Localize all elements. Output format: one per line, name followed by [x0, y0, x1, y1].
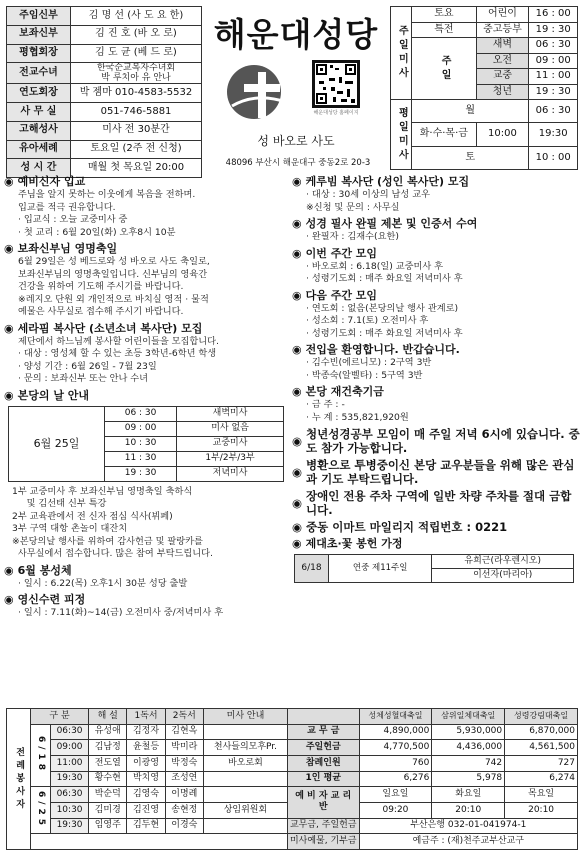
- notice-title-text: 중동 이마트 마일리지 적립번호 : 0221: [306, 520, 508, 534]
- finance-value: 6,870,000: [505, 724, 578, 740]
- finance-value: 6,276: [359, 771, 432, 787]
- schedule-date: 6월 25일: [9, 406, 105, 481]
- volunteer-cell: 06:30: [51, 724, 89, 740]
- notice-title-text: 영신수련 피정: [17, 593, 86, 606]
- notice-title: [292, 458, 580, 486]
- mass-day: 주일: [412, 38, 476, 100]
- right-notice: [292, 289, 580, 341]
- notice-line: · 양성 기간 : 6월 26일 - 7월 23일: [18, 360, 157, 372]
- flower-row: [295, 555, 574, 569]
- schedule-time: 11 : 30: [105, 451, 177, 466]
- finance-header: 삼위일체대축일: [432, 709, 505, 725]
- right-notice: [292, 520, 580, 534]
- notice-title-text: 본당의 날 안내: [17, 388, 90, 402]
- weekday-day: 화·수·목·금: [412, 123, 476, 146]
- parish-address: 48096 부산시 해운대구 중동2로 20-3: [225, 158, 371, 168]
- mass-time-label: 청년: [476, 84, 529, 100]
- notice-title: [4, 175, 288, 189]
- column-header: 해 설: [89, 709, 127, 725]
- finance-value: 4,890,000: [359, 724, 432, 740]
- qr-caption: 해운대성당 홈페이지: [313, 110, 359, 116]
- bullet-icon: ◉: [292, 496, 303, 510]
- staff-row: [7, 140, 202, 159]
- vespers-time: 09:20: [359, 802, 432, 818]
- staff-label: 성 시 간: [7, 159, 71, 178]
- staff-value-line: 박 루치아 유 안나: [101, 73, 171, 84]
- bullet-icon: ◉: [292, 385, 302, 398]
- bottom-row: [7, 771, 578, 787]
- right-column: [292, 172, 580, 706]
- mass-row: [391, 22, 578, 38]
- volunteer-cell: 김남정: [89, 740, 127, 756]
- left-notice: [4, 593, 288, 620]
- schedule-time: 10 : 30: [105, 436, 177, 451]
- notice-line: 보좌신부님의 영명축일입니다. 신부님의 영육간: [18, 268, 208, 280]
- mass-time: 19 : 30: [529, 22, 578, 38]
- mass-time-label: 교중: [476, 69, 529, 85]
- column-header: 구 분: [31, 709, 89, 725]
- staff-value: 김 도 균 (베 드 로): [71, 44, 202, 63]
- volunteer-section-label: 전례봉사자: [7, 709, 31, 850]
- notice-line: 입교를 적극 권유합니다.: [18, 201, 116, 213]
- column-header: 2독서: [165, 709, 203, 725]
- notice-line: · 김수빈(에르니모) : 2구역 3반: [306, 357, 432, 368]
- volunteer-cell: 박순덕: [89, 787, 127, 803]
- mass-time-label: 어린이: [476, 7, 529, 23]
- bottom-row: [7, 724, 578, 740]
- bullet-icon: ◉: [292, 520, 303, 534]
- mass-time: 16 : 00: [529, 7, 578, 23]
- weekday-time: 06 : 30: [529, 100, 578, 123]
- notice-title: [292, 343, 580, 357]
- flower-family: 유희근(라우렌시오): [432, 555, 574, 569]
- bullet-icon: ◉: [292, 246, 302, 260]
- weekday-time: 19:30: [529, 123, 578, 146]
- notice-title: [292, 427, 580, 455]
- volunteer-cell: 19:30: [51, 818, 89, 834]
- volunteer-cell: 10:30: [51, 802, 89, 818]
- staff-table: [6, 6, 202, 178]
- mass-day: 특전: [412, 22, 476, 38]
- notice-title: [4, 593, 288, 607]
- notice-title-text: 보좌신부님 영명축일: [17, 242, 118, 255]
- bottom-row: [7, 740, 578, 756]
- notice-line: 6월 29일은 성 베드로와 성 바오로 사도 축일로,: [18, 256, 210, 267]
- notice-line: · 일시 : 6.22(목) 오후1시 30분 성당 출발: [18, 577, 188, 589]
- staff-label: 유아세례: [7, 140, 71, 159]
- day-note-line: ※본당의날 행사를 위하여 감사헌금 및 팔랑카를: [12, 535, 203, 547]
- staff-label: 사 무 실: [7, 103, 71, 122]
- mass-row: [391, 38, 578, 54]
- notice-title-text: 다음 주간 모임: [305, 288, 378, 302]
- volunteer-cell: 윤철등: [127, 740, 165, 756]
- notice-title-text: 본당 재건축기금: [305, 385, 384, 398]
- right-notice: [292, 427, 580, 455]
- mass-time-label: 새벽: [476, 38, 529, 54]
- notice-line: · 대상 : 30세 이상의 남성 교우: [306, 189, 430, 200]
- weekday-day: 월: [412, 100, 529, 123]
- volunteer-cell: 이광영: [127, 755, 165, 771]
- notice-line: · 완필자 : 김재수(요한): [306, 231, 399, 242]
- bullet-icon: ◉: [292, 217, 302, 230]
- parish-day-schedule: [8, 406, 284, 482]
- mass-time: 19 : 30: [529, 84, 578, 100]
- staff-value: 미사 전 30분간: [71, 121, 202, 140]
- staff-row: [7, 84, 202, 103]
- day-note-line: 사무실에서 접수합니다. 많은 참여 부탁드립니다.: [12, 548, 213, 559]
- schedule-event: 미사 없음: [177, 421, 284, 436]
- date-label: 6/18: [31, 724, 51, 787]
- staff-value: 토요일 (2주 전 신청): [71, 140, 202, 159]
- bank-account: 부산은행 032-01-041974-1: [359, 818, 577, 834]
- notice-title-text: 예비신자 입교: [17, 175, 86, 188]
- mass-time: 06 : 30: [529, 38, 578, 54]
- day-note-line: 2부 교육관에서 전 신자 점심 식사(뷔페): [12, 510, 173, 522]
- bullet-icon: ◉: [4, 175, 14, 188]
- notice-line: · 첫 교리 : 6월 20일(화) 오후8시 10분: [18, 226, 176, 238]
- notice-line: ※신청 및 문의 : 사무실: [306, 201, 400, 213]
- finance-value: 6,274: [505, 771, 578, 787]
- liturgy-volunteer-table: [6, 708, 578, 850]
- staff-label: 전교수녀: [7, 63, 71, 84]
- mass-schedule: [390, 6, 578, 170]
- patron-saint: 성 바오로 사도: [257, 134, 335, 148]
- staff-value: 매월 첫 목요일 20:00: [71, 159, 202, 178]
- bullet-icon: ◉: [4, 321, 14, 335]
- right-notice: [292, 458, 580, 486]
- notice-title: [4, 564, 288, 578]
- mass-row: [391, 123, 578, 146]
- finance-header: 성령강림대축일: [505, 709, 578, 725]
- left-notice: [4, 242, 288, 319]
- bullet-icon: ◉: [4, 593, 14, 606]
- bullet-icon: ◉: [4, 388, 14, 402]
- vespers-day: 목요일: [505, 787, 578, 803]
- bank-holder: 예금주 : (재)천주교부산교구: [359, 834, 577, 850]
- schedule-event: 교중미사: [177, 436, 284, 451]
- notice-line: 제단에서 하느님께 봉사할 어린이들을 모집합니다.: [18, 335, 219, 347]
- finance-value: 5,978: [432, 771, 505, 787]
- parish-logo: [226, 62, 292, 122]
- notice-line: · 누 계 : 535,821,920원: [306, 411, 409, 423]
- bullet-icon: ◉: [292, 343, 302, 356]
- finance-header: 성체성혈대축일: [359, 709, 432, 725]
- finance-value: 760: [359, 755, 432, 771]
- notice-title-text: 장애인 전용 주차 구역에 일반 차량 주차를 절대 금합니다.: [306, 489, 572, 517]
- schedule-row: [9, 406, 284, 421]
- vespers-day: 화요일: [432, 787, 505, 803]
- staff-row: [7, 103, 202, 122]
- finance-value: 4,770,500: [359, 740, 432, 756]
- notice-title-text: 병환으로 투병중이신 본당 교우분들을 위해 많은 관심과 기도 부탁드립니다.: [306, 458, 575, 486]
- bullet-icon: ◉: [292, 288, 302, 302]
- sunday-mass-label: 주일미사: [391, 7, 412, 100]
- weekday-day: 토: [412, 146, 529, 169]
- bullet-icon: ◉: [292, 175, 302, 188]
- staff-value: 김 진 호 (바 오 로): [71, 25, 202, 44]
- volunteer-cell: 19:30: [51, 771, 89, 787]
- staff-value-line: 한국순교복자수녀회: [96, 63, 176, 74]
- right-notice: [292, 489, 580, 517]
- notice-title-text: 제대초·꽃 봉헌 가정: [305, 537, 403, 550]
- flower-offering-table: [294, 554, 574, 583]
- notice-title-text: 청년성경공부 모임이 매 주일 저녁 6시에 있습니다. 중도 참가 가능합니다.: [306, 427, 580, 455]
- volunteer-cell: 바오로회: [203, 755, 287, 771]
- volunteer-cell: [203, 818, 287, 834]
- volunteer-cell: 전도열: [89, 755, 127, 771]
- column-header: 1독서: [127, 709, 165, 725]
- volunteer-cell: 송현정: [165, 802, 203, 818]
- day-notes: [4, 486, 288, 561]
- schedule-event: 저녁미사: [177, 466, 284, 481]
- notice-title: [292, 175, 580, 189]
- staff-row: [7, 7, 202, 26]
- bottom-row: [7, 834, 578, 850]
- right-notice: [292, 343, 580, 382]
- staff-row: [7, 44, 202, 63]
- finance-value: 742: [432, 755, 505, 771]
- notice-line: · 성령기도회 : 매주 화요일 저녁미사 후: [306, 273, 463, 284]
- bottom-row: [7, 755, 578, 771]
- schedule-event: 새벽미사: [177, 406, 284, 421]
- mass-row: [391, 100, 578, 123]
- finance-value: 727: [505, 755, 578, 771]
- mass-time: 11 : 00: [529, 69, 578, 85]
- volunteer-cell: [203, 724, 287, 740]
- volunteer-cell: 유성애: [89, 724, 127, 740]
- staff-label: 보좌신부: [7, 25, 71, 44]
- column-header: 미사 안내: [203, 709, 287, 725]
- day-note-line: 3부 구역 대항 촌놀이 대잔치: [12, 523, 128, 534]
- volunteer-cell: [203, 787, 287, 803]
- notice-line: · 성령기도회 : 매주 화요일 저녁미사 후: [306, 327, 463, 339]
- mass-time-label: 중고등부: [476, 22, 529, 38]
- right-notice: [292, 247, 580, 286]
- finance-value: 4,436,000: [432, 740, 505, 756]
- weekday-time: 10:00: [476, 123, 529, 146]
- notice-title: [4, 389, 288, 403]
- staff-value: 박 젬마 010-4583-5532: [71, 84, 202, 103]
- volunteer-cell: 박정숙: [165, 755, 203, 771]
- finance-value: 5,930,000: [432, 724, 505, 740]
- notice-line: · 바오로회 : 6.18(일) 교중미사 후: [306, 260, 443, 272]
- notice-line: ※레지오 단원 외 개인적으로 바치실 영적 · 물적: [18, 293, 209, 305]
- mass-row: [391, 146, 578, 169]
- volunteer-cell: 조성연: [165, 771, 203, 787]
- staff-value: 051-746-5881: [71, 103, 202, 122]
- finance-header: [287, 709, 359, 725]
- bullet-icon: ◉: [4, 563, 14, 577]
- vespers-day: 일요일: [359, 787, 432, 803]
- schedule-time: 19 : 30: [105, 466, 177, 481]
- staff-value: 김 명 선 (사 도 요 한): [71, 7, 202, 26]
- notice-line: · 금 주 : -: [306, 399, 345, 410]
- right-notice: [292, 175, 580, 214]
- bullet-icon: ◉: [292, 434, 303, 448]
- volunteer-cell: 김진영: [127, 802, 165, 818]
- volunteer-cell: 이명례: [165, 787, 203, 803]
- notice-line: · 대상 : 영성체 할 수 있는 초등 3학년-6학년 학생: [18, 348, 217, 359]
- vespers-label: 예 비 자 교 리 반: [287, 787, 359, 818]
- notice-title: [292, 489, 580, 517]
- bullet-icon: ◉: [292, 537, 302, 550]
- notice-line: 예물은 사무실로 접수해 주시기 바랍니다.: [18, 306, 184, 317]
- notice-title: [292, 537, 580, 551]
- day-note-line: 1부 교중미사 후 보좌신부님 영명축일 축하식: [12, 485, 193, 497]
- schedule-time: 09 : 00: [105, 421, 177, 436]
- volunteer-cell: 09:00: [51, 740, 89, 756]
- notice-line: · 박종숙(알벨타) : 5구역 3반: [306, 369, 423, 381]
- left-notice: [4, 175, 288, 239]
- weekday-mass-label: 평일미사: [391, 100, 412, 170]
- bullet-icon: ◉: [4, 242, 14, 255]
- vespers-time: 20:10: [432, 802, 505, 818]
- volunteer-cell: 임영주: [89, 818, 127, 834]
- notice-title: [4, 322, 288, 336]
- left-notice: [4, 564, 288, 591]
- bottom-header-row: [7, 709, 578, 725]
- volunteer-cell: 이경숙: [165, 818, 203, 834]
- notice-title: [292, 217, 580, 231]
- left-notice: [4, 389, 288, 403]
- day-note-line: 및 김선태 신부 특강: [12, 498, 107, 509]
- flower-family: 이선자(마리아): [432, 569, 574, 583]
- finance-label: 교 무 금: [287, 724, 359, 740]
- notice-line: · 문의 : 보좌신부 또는 안나 수녀: [18, 373, 149, 384]
- notice-line: 건강을 위하여 기도해 주시기를 바랍니다.: [18, 281, 184, 292]
- finance-label: 1인 평균: [287, 771, 359, 787]
- right-notice: [292, 537, 580, 551]
- vespers-time: 20:10: [505, 802, 578, 818]
- volunteer-cell: 김정자: [127, 724, 165, 740]
- left-notice: [4, 322, 288, 386]
- volunteer-cell: 김현옥: [165, 724, 203, 740]
- volunteer-cell: 상임위원회: [203, 802, 287, 818]
- qr-code[interactable]: [312, 60, 360, 108]
- finance-label: 주일헌금: [287, 740, 359, 756]
- right-notice: [292, 217, 580, 244]
- bullet-icon: ◉: [292, 465, 303, 479]
- notice-title: [292, 289, 580, 303]
- volunteer-cell: [203, 771, 287, 787]
- volunteer-cell: 천사들의모후Pr.: [203, 740, 287, 756]
- notice-title-text: 이번 주간 모임: [305, 246, 378, 260]
- notice-line: · 일시 : 7.11(화)~14(금) 오전미사 중/저녁미사 후: [18, 607, 224, 618]
- bank-label: 미사예물, 기부금: [287, 834, 359, 850]
- staff-label: 평협회장: [7, 44, 71, 63]
- notice-title: [292, 247, 580, 261]
- volunteer-cell: 박미라: [165, 740, 203, 756]
- volunteer-cell: 김두현: [127, 818, 165, 834]
- left-column: [4, 172, 288, 706]
- mass-row: [391, 7, 578, 23]
- notice-title-text: 성경 필사 완필 제본 및 인증서 수여: [305, 217, 478, 230]
- volunteer-cell: 박치영: [127, 771, 165, 787]
- notice-line: · 성소회 : 7.1(토) 오전미사 후: [306, 315, 429, 326]
- notice-title-text: 전입을 환영합니다. 반갑습니다.: [305, 343, 460, 356]
- schedule-time: 06 : 30: [105, 406, 177, 421]
- notice-line: · 연도회 : 없음(본당의날 행사 관계로): [306, 302, 459, 314]
- volunteer-cell: 11:00: [51, 755, 89, 771]
- date-label: 6/25: [31, 787, 51, 834]
- volunteer-cell: 김미경: [89, 802, 127, 818]
- staff-row: [7, 63, 202, 84]
- finance-label: 참례인원: [287, 755, 359, 771]
- notice-line: 주님을 알지 못하는 이웃에게 복음을 전하며.: [18, 189, 196, 200]
- finance-value: 4,561,500: [505, 740, 578, 756]
- notice-title: [292, 520, 580, 534]
- staff-row: [7, 25, 202, 44]
- volunteer-cell: 김영숙: [127, 787, 165, 803]
- parish-header: [204, 6, 388, 170]
- staff-label: 주임신부: [7, 7, 71, 26]
- notice-title-text: 6월 봉성체: [17, 563, 72, 577]
- volunteer-cell: 황수현: [89, 771, 127, 787]
- flower-label: 연중 제11주일: [329, 555, 432, 583]
- right-notice: [292, 385, 580, 424]
- volunteer-cell: 06:30: [51, 787, 89, 803]
- mass-time-label: 오전: [476, 53, 529, 69]
- parish-name: 해운대성당: [213, 15, 379, 54]
- notice-line: · 입교식 : 오늘 교중미사 중: [18, 214, 128, 225]
- schedule-event: 1부/2부/3부: [177, 451, 284, 466]
- notice-title: [4, 242, 288, 256]
- staff-row: [7, 121, 202, 140]
- empty-cell: [31, 834, 288, 850]
- bottom-row: [7, 818, 578, 834]
- notice-title-text: 케루빔 복사단 (성인 복사단) 모집: [305, 175, 470, 188]
- staff-value: [71, 63, 202, 84]
- notice-title: [292, 385, 580, 399]
- flower-date: 6/18: [295, 555, 329, 583]
- staff-label: 연도회장: [7, 84, 71, 103]
- weekday-time: 10 : 00: [529, 146, 578, 169]
- staff-label: 고해성사: [7, 121, 71, 140]
- bank-label: 교무금, 주일헌금: [287, 818, 359, 834]
- bottom-row: [7, 787, 578, 803]
- notice-title-text: 세라핌 복사단 (소년소녀 복사단) 모집: [17, 321, 203, 335]
- mass-time: 09 : 00: [529, 53, 578, 69]
- mass-day: 토요: [412, 7, 476, 23]
